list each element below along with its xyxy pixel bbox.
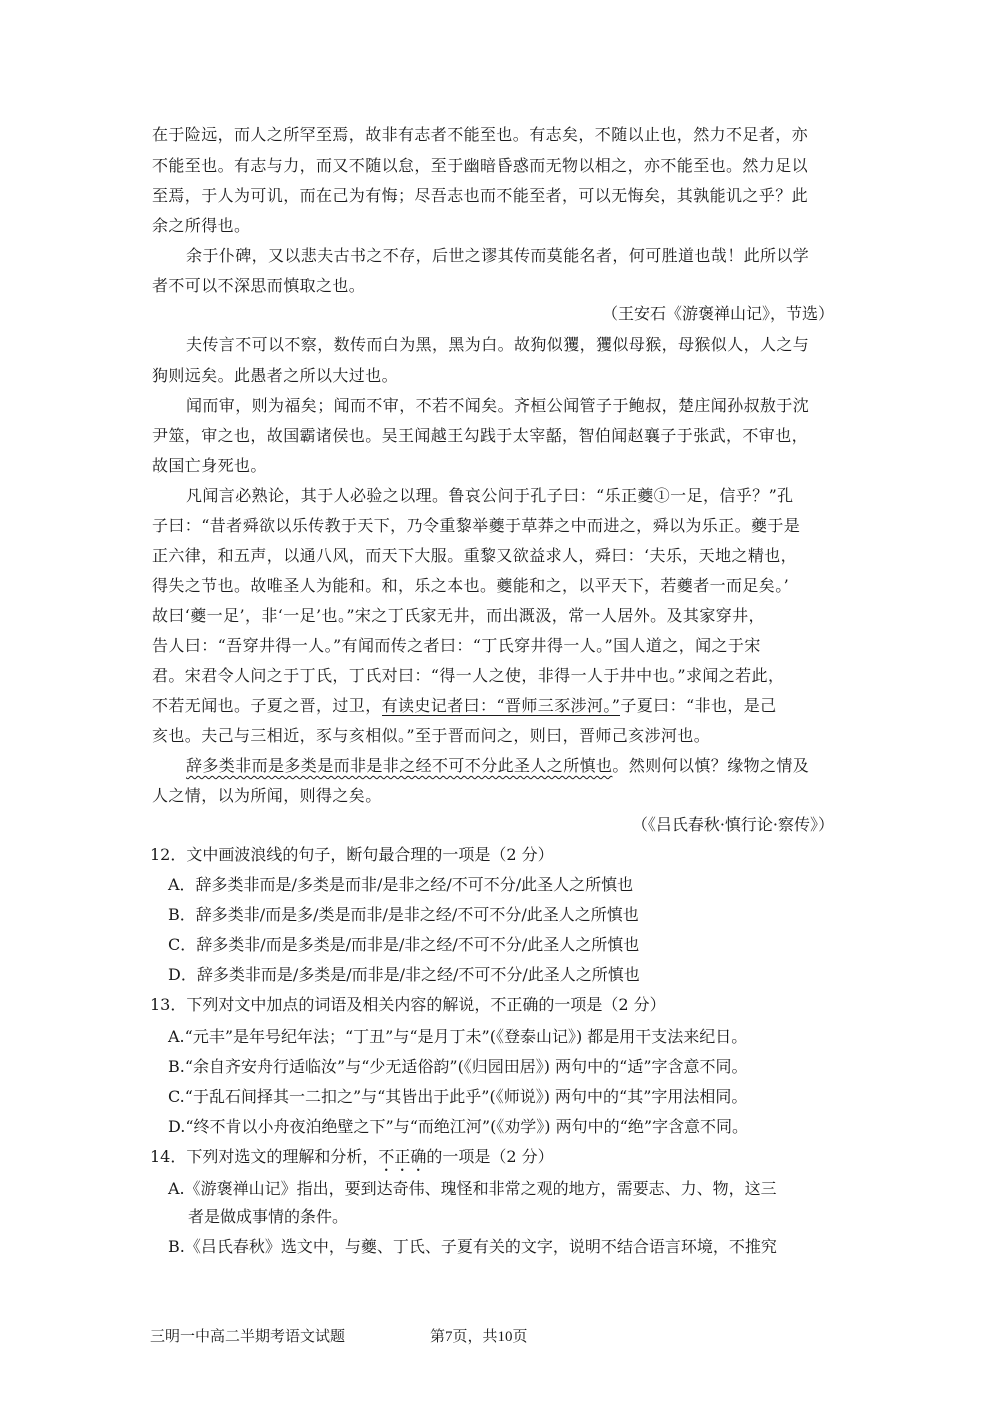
question-14-stem [150, 1142, 554, 1175]
emphasized-text: 不正确 [378, 1147, 427, 1166]
stem-text: 14．下列对选文的理解和分析， [150, 1147, 379, 1166]
question-13-option-b: B.“余自齐安舟行适临汝”与“少无适俗韵”(《归园田居》) 两句中的“适”字含意不同。 [168, 1057, 748, 1076]
passage2-line: 正六律，和五声，以通八风，而天下大服。重黎又欲益求人，舜曰：‘夫乐，天地之精也， [152, 546, 798, 565]
question-13-option-d: D.“终不肯以小舟夜泊绝壁之下”与“而绝江河”(《劝学》) 两句中的“绝”字含意不同。 [168, 1117, 748, 1136]
passage2-line: 故国亡身死也。 [152, 456, 267, 475]
passage1-para2-line: 者不可以不深思而慎取之也。 [152, 276, 366, 295]
footer-page-number: 第7页，共10页 [430, 1329, 528, 1345]
passage2-line: 得失之节也。故唯圣人为能和。和，乐之本也。夔能和之，以平天下，若夔者一而足矣。’ [152, 576, 790, 595]
line-text: 不若无闻也。子夏之晋，过卫， [152, 696, 382, 715]
line-text: 子夏曰：“非也，是己 [620, 696, 777, 715]
question-14-option-a: A.《游褒禅山记》指出，要到达奇伟、瑰怪和非常之观的地方，需要志、力、物，这三 [168, 1179, 777, 1198]
question-12-option-a: A．辞多类非而是/多类是而非/是非之经/不可不分/此圣人之所慎也 [168, 875, 634, 894]
line-text: 。然则何以慎？缘物之情及 [612, 756, 810, 775]
passage1-line: 余之所得也。 [152, 216, 251, 235]
question-13-option-a: A.“元丰”是年号纪年法；“丁丑”与“是月丁未”(《登泰山记》) 都是用干支法来纪日。 [168, 1027, 748, 1046]
question-14-option-a-cont: 者是做成事情的条件。 [188, 1207, 349, 1226]
passage2-line: 告人曰：“吾穿井得一人。”有闻而传之者曰：“丁氏穿井得一人。”国人道之，闻之于宋 [152, 636, 761, 655]
passage1-line: 不能至也。有志与力，而又不随以怠，至于幽暗昏惑而无物以相之，亦不能至也。然力足以 [152, 156, 809, 175]
passage2-underlined-line [152, 691, 842, 721]
passage2-line: 夫传言不可以不察，数传而白为黑，黑为白。故狗似玃，玃似母猴，母猴似人，人之与 [186, 335, 810, 354]
question-12-stem: 12．文中画波浪线的句子，断句最合理的一项是（2 分） [150, 845, 554, 864]
passage2-line: 君。宋君令人问之于丁氏，丁氏对曰：“得一人之使，非得一人于井中也。”求闻之若此， [152, 666, 785, 685]
passage2-line: 狗则远矣。此愚者之所以大过也。 [152, 366, 399, 385]
passage2-wavy-line [186, 751, 876, 781]
passage2-line: 凡闻言必熟论，其于人必验之以理。鲁哀公问于孔子曰：“乐正夔①一足，信乎？”孔 [186, 486, 794, 505]
passage1-source: （王安石《游褒禅山记》，节选） [601, 304, 834, 323]
footer-title: 三明一中高二半期考语文试题 [150, 1329, 346, 1345]
passage2-line: 尹筮，审之也，故国霸诸侯也。吴王闻越王勾践于太宰嚭，智伯闻赵襄子于张武，不审也， [152, 426, 809, 445]
question-12-option-d: D．辞多类非而是/多类是/而非是/非之经/不可不分/此圣人之所慎也 [168, 965, 640, 984]
underlined-sentence: 有读史记者曰：“晋师三豕涉河。” [381, 696, 621, 715]
passage2-source: （《吕氏春秋·慎行论·察传》） [631, 815, 834, 834]
passage2-line: 故曰‘夔一足’，非‘一足’也。”宋之丁氏家无井，而出溉汲，常一人居外。及其家穿井， [152, 606, 765, 625]
question-12-option-c: C．辞多类非/而是多类是/而非是/非之经/不可不分/此圣人之所慎也 [168, 935, 640, 954]
passage2-line: 亥也。夫己与三相近，豕与亥相似。”至于晋而问之，则曰，晋师己亥涉河也。 [152, 726, 711, 745]
passage2-line: 子曰：“昔者舜欲以乐传教于天下，乃令重黎举夔于草莽之中而进之，舜以为乐正。夔于是 [152, 516, 801, 535]
passage1-line: 在于险远，而人之所罕至焉，故非有志者不能至也。有志矣，不随以止也，然力不足者，亦 [152, 125, 809, 144]
passage1-line: 至焉，于人为可讥，而在己为有悔；尽吾志也而不能至者，可以无悔矣，其孰能讥之乎？此 [152, 186, 809, 205]
wavy-underlined-sentence: 辞多类非而是多类是而非是非之经不可不分此圣人之所慎也 [186, 756, 613, 775]
stem-text: 的一项是（2 分） [426, 1147, 554, 1166]
passage2-line: 闻而审，则为福矣；闻而不审，不若不闻矣。齐桓公闻管子于鲍叔，楚庄闻孙叔敖于沈 [186, 396, 810, 415]
passage1-para2-line: 余于仆碑，又以悲夫古书之不存，后世之谬其传而莫能名者，何可胜道也哉！此所以学 [186, 246, 810, 265]
passage2-line: 人之情，以为所闻，则得之矣。 [152, 786, 382, 805]
question-13-option-c: C.“于乱石间择其一二扣之”与“其皆出于此乎”(《师说》) 两句中的“其”字用法相同。 [168, 1087, 748, 1106]
question-12-option-b: B．辞多类非/而是多/类是而非/是非之经/不可不分/此圣人之所慎也 [168, 905, 639, 924]
question-14-option-b: B.《吕氏春秋》选文中，与夔、丁氏、子夏有关的文字，说明不结合语言环境，不推究 [168, 1237, 777, 1256]
question-13-stem: 13．下列对文中加点的词语及相关内容的解说，不正确的一项是（2 分） [150, 995, 666, 1014]
